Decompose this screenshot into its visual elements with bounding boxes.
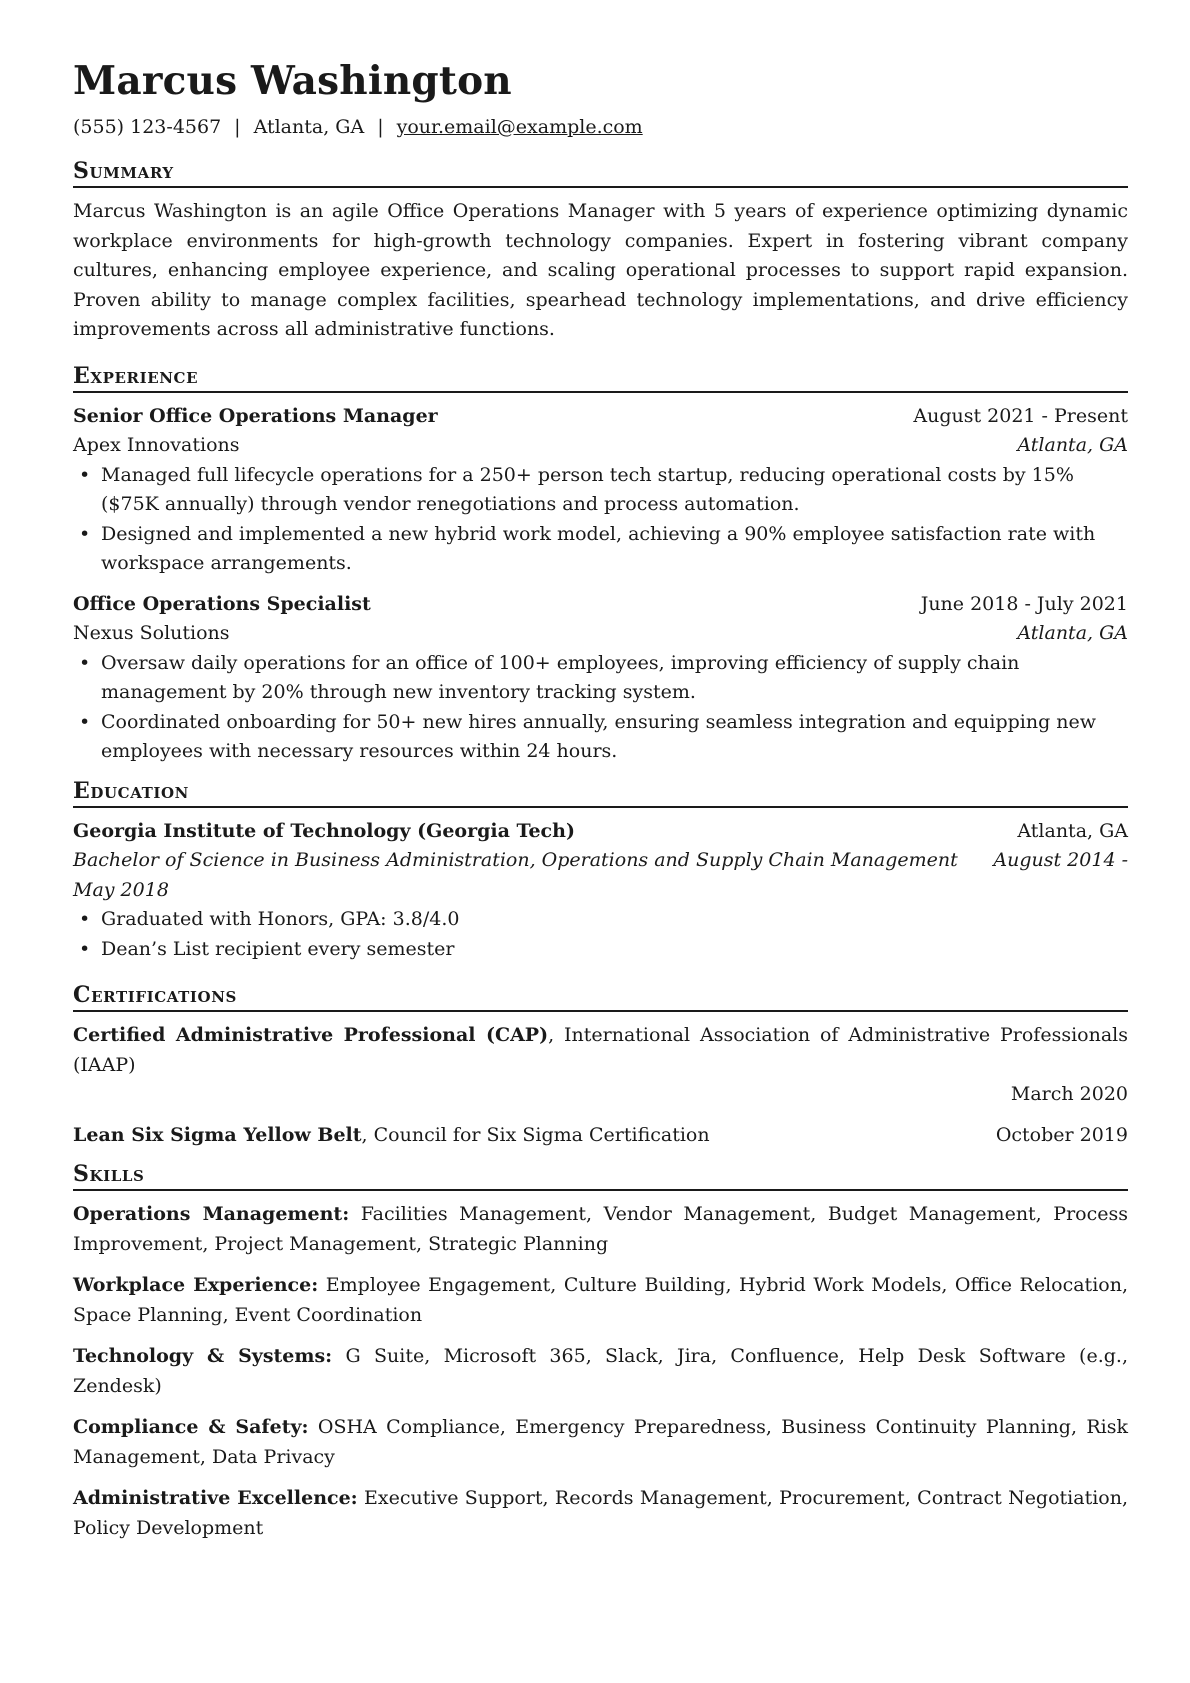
skill-line (73, 1271, 1128, 1330)
email-link[interactable]: your.email@example.com (396, 116, 643, 138)
job-bullets (73, 461, 1128, 579)
skill-category: Operations Management: (73, 1203, 350, 1225)
section-title-experience: Experience (73, 363, 1128, 393)
job-bullets (73, 649, 1128, 767)
skill-values: Employee Engagement, Culture Building, Hybrid Work Models, Office Relocation, Space Planning, Event Coordination (73, 1274, 1128, 1326)
degree-line (73, 846, 1128, 876)
section-title-skills: Skills (73, 1161, 1128, 1191)
skill-values: Executive Support, Records Management, Procurement, Contract Negotiation, Policy Development (73, 1487, 1129, 1539)
job-location: Atlanta, GA (1017, 622, 1128, 644)
bullet-item: • Coordinated onboarding for 50+ new hires annually, ensuring seamless integration and equipping new employees with necessary resources within 24 hours. (73, 708, 1128, 767)
certifications-section (73, 982, 1128, 1150)
job-role: Senior Office Operations Manager (73, 404, 438, 427)
certification-name: Lean Six Sigma Yellow Belt (73, 1123, 362, 1146)
skill-category: Administrative Excellence: (73, 1487, 358, 1509)
job-dates: June 2018 - July 2021 (920, 592, 1128, 615)
summary-section (73, 158, 1128, 345)
location: Atlanta, GA (253, 116, 365, 138)
skill-line (73, 1413, 1128, 1472)
skill-values: OSHA Compliance, Emergency Preparedness, Business Continuity Planning, Risk Management, Data Privacy (73, 1416, 1128, 1468)
bullet-item: • Oversaw daily operations for an office of 100+ employees, improving efficiency of supply chain management by 20% through new inventory tracking system. (73, 649, 1128, 708)
certification-issuer: , Council for Six Sigma Certification (361, 1123, 710, 1146)
skill-line (73, 1200, 1128, 1259)
experience-section (73, 363, 1128, 767)
skill-values: Facilities Management, Vendor Management, Budget Management, Process Improvement, Project Management, Strategic Planning (73, 1203, 1128, 1255)
bullet-item: • Graduated with Honors, GPA: 3.8/4.0 (73, 905, 1128, 935)
degree-dates-start: August 2014 - (993, 849, 1128, 871)
job-entry (73, 402, 1128, 579)
certification-date: October 2019 (995, 1123, 1128, 1146)
skill-category: Workplace Experience: (73, 1274, 319, 1296)
job-entry (73, 590, 1128, 767)
contact-separator: | (234, 116, 241, 138)
job-company: Nexus Solutions (73, 622, 230, 644)
resume-page (73, 58, 1128, 1555)
contact-separator: | (377, 116, 384, 138)
job-dates: August 2021 - Present (913, 404, 1128, 427)
phone-number: (555) 123-4567 (73, 116, 222, 138)
skill-category: Technology & Systems: (73, 1345, 333, 1367)
job-company: Apex Innovations (73, 434, 240, 456)
school-name: Georgia Institute of Technology (Georgia Tech) (73, 819, 575, 842)
skill-category: Compliance & Safety: (73, 1416, 309, 1438)
contact-line (73, 114, 1128, 140)
section-title-certifications: Certifications (73, 982, 1128, 1012)
certification-date: March 2020 (1010, 1083, 1128, 1105)
degree-dates-end: May 2018 (73, 878, 169, 901)
certification-entry (73, 1121, 1128, 1151)
bullet-item: • Managed full lifecycle operations for a 250+ person tech startup, reducing operational costs by 15% ($75K annually) through vendor renegotiations and process automation. (73, 461, 1128, 520)
bullet-item: • Designed and implemented a new hybrid work model, achieving a 90% employee satisfaction rate with workspace arrangements. (73, 520, 1128, 579)
certification-issuer: , International Association of Administrative Professionals (IAAP) (73, 1024, 1128, 1076)
certification-entry (73, 1021, 1128, 1110)
job-role: Office Operations Specialist (73, 592, 371, 615)
skill-values: G Suite, Microsoft 365, Slack, Jira, Confluence, Help Desk Software (e.g., Zendesk) (73, 1345, 1128, 1397)
education-section (73, 778, 1128, 965)
section-title-education: Education (73, 778, 1128, 808)
skill-line (73, 1342, 1128, 1401)
degree-name: Bachelor of Science in Business Administration, Operations and Supply Chain Management (73, 849, 958, 871)
candidate-name: Marcus Washington (73, 58, 512, 104)
skills-section (73, 1161, 1128, 1543)
skill-line (73, 1484, 1128, 1543)
school-location: Atlanta, GA (1017, 819, 1128, 842)
bullet-item: • Dean’s List recipient every semester (73, 935, 1128, 965)
summary-text: Marcus Washington is an agile Office Operations Manager with 5 years of experience optimizing dynamic workplace environments for high-growth technology companies. Expert in fostering vibrant company cultures, enhancing employee experience, and scaling operational processes to support rapid expansion. Proven ability to manage complex facilities, spearhead technology implementations, and drive efficiency improvements across all administrative functions. (73, 200, 1128, 340)
job-location: Atlanta, GA (1017, 434, 1128, 456)
section-title-summary: Summary (73, 158, 1128, 188)
education-bullets (73, 905, 1128, 964)
certification-name: Certified Administrative Professional (CAP) (73, 1024, 549, 1046)
